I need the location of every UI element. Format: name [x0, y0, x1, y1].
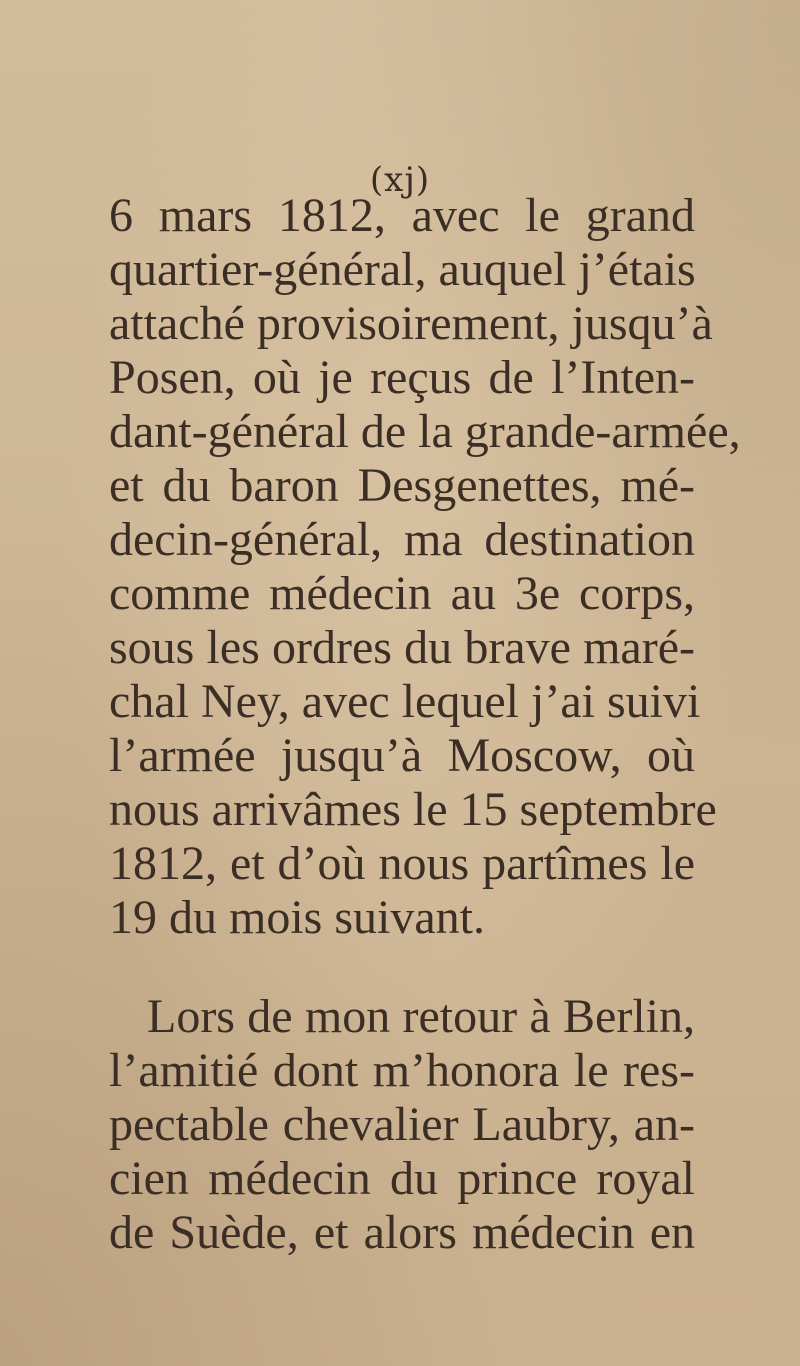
text-line: chal Ney, avec lequel j’ai suivi	[109, 675, 701, 728]
text-line: et du baron Desgenettes, mé-	[109, 459, 695, 512]
text-line: decin-général, ma destination	[109, 513, 695, 566]
text-line: 19 du mois suivant.	[109, 891, 486, 944]
text-line: sous les ordres du brave maré-	[109, 621, 695, 674]
text-line: quartier-général, auquel j’étais	[109, 243, 696, 296]
text-line: 1812, et d’où nous partîmes le	[109, 837, 695, 890]
text-line: l’amitié dont m’honora le res-	[109, 1044, 695, 1097]
text-line: l’armée jusqu’à Moscow, où	[109, 729, 695, 782]
text-line: pectable chevalier Laubry, an-	[109, 1098, 695, 1151]
text-line: attaché provisoirement, jusqu’à	[109, 297, 713, 350]
text-line: comme médecin au 3e corps,	[109, 567, 695, 620]
text-line: Lors de mon retour à Berlin,	[147, 990, 695, 1043]
text-line: dant-général de la grande-armée,	[109, 405, 741, 458]
page-number: (xj)	[369, 160, 431, 200]
text-line: Posen, où je reçus de l’Inten-	[109, 351, 695, 404]
text-line: 6 mars 1812, avec le grand	[109, 189, 695, 242]
text-line: cien médecin du prince royal	[109, 1152, 695, 1205]
text-line: nous arrivâmes le 15 septembre	[109, 783, 717, 836]
text-line: de Suède, et alors médecin en	[109, 1206, 695, 1259]
